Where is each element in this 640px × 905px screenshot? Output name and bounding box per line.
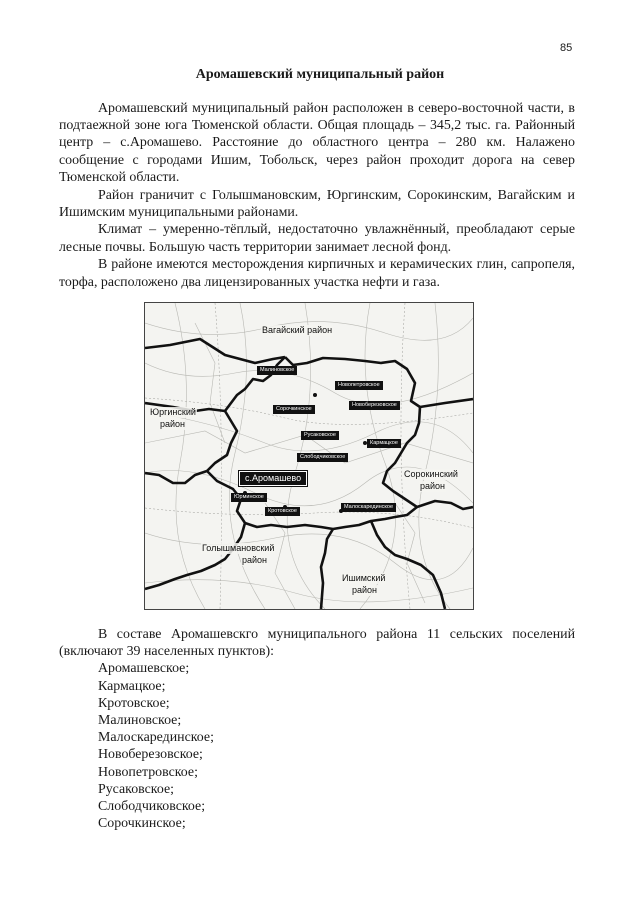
region-label-yurginsky-1: Юргинский — [150, 407, 196, 417]
region-label-sorokinsky-2: район — [420, 481, 446, 491]
settlements-intro: В составе Аромашевскго муниципального района 11 сельских поселений (включают 39 населенных пунктов): — [59, 627, 575, 660]
list-item: Кротовское; — [98, 695, 170, 711]
paragraph-location: Аромашевский муниципальный район расположен в северо-восточной части, в подтаежной зоне юга Тюменской области. Общая площадь – 345,2 тыс. га. Районный центр – с.Аромашево. Расстояние до областного центра – 280 км. Налажено сообщение с городами Ишим, Тобольск, через район проходит дорога на север Тюменской области. — [59, 101, 575, 185]
settlement-label-karmatskoe: Кармацкое — [367, 439, 401, 448]
settlement-label-malinovskoe: Малиновское — [257, 366, 297, 375]
region-label-ishimsky-1: Ишимский — [342, 573, 386, 583]
settlement-label-krotovskoe: Кротовское — [265, 507, 300, 516]
district-map — [144, 302, 474, 610]
page-number: 85 — [560, 42, 573, 54]
paragraph-climate: Климат – умеренно-тёплый, недостаточно увлажнённый, преобладают серые лесные почвы. Большую часть территории занимает лесной фонд. — [59, 222, 575, 255]
region-label-golyshmanovsky-1: Голышмановский — [202, 543, 275, 553]
list-item: Русаковское; — [98, 781, 174, 797]
list-item: Новопетровское; — [98, 764, 198, 780]
settlement-label-sorochkinskoe: Сорочкинское — [273, 405, 315, 414]
settlement-label-rusakovskoe: Русаковское — [301, 431, 339, 440]
paragraph-borders: Район граничит с Голышмановским, Юргинским, Сорокинским, Вагайским и Ишимским муниципальными районами. — [59, 187, 575, 220]
region-label-vagaisky: Вагайский район — [262, 325, 333, 335]
settlement-label-slobodchikovskoe: Слободчиковское — [297, 453, 348, 462]
settlement-label-yurginskoe: Юрминское — [231, 493, 267, 502]
description-body — [59, 100, 575, 291]
district-center-label: с.Аромашево — [239, 471, 307, 486]
region-label-yurginsky-2: район — [160, 419, 186, 429]
region-label-sorokinsky-1: Сорокинский — [404, 469, 458, 479]
list-item: Слободчиковское; — [98, 799, 206, 815]
settlement-label-novoberezovskoe: Новоберезовское — [349, 401, 400, 410]
list-item: Малоскарединское; — [98, 730, 214, 746]
settlements-section — [59, 626, 575, 832]
settlement-label-novopetrovskoe: Новопетровское — [335, 381, 383, 390]
settlements-list — [59, 660, 575, 832]
settlement-label-maloskaredinskoe: Малоскарединское — [341, 503, 396, 512]
paragraph-resources: В районе имеются месторождения кирпичных и керамических глин, сапропеля, торфа, расположено два лицензированных участка нефти и газа. — [59, 257, 575, 290]
list-item: Сорочкинское; — [98, 816, 186, 832]
region-label-ishimsky-2: район — [352, 585, 378, 595]
list-item: Кармацкое; — [98, 678, 166, 694]
list-item: Аромашевское; — [98, 661, 190, 677]
list-item: Малиновское; — [98, 713, 182, 729]
list-item: Новоберезовское; — [98, 747, 203, 763]
document-title: Аромашевский муниципальный район — [195, 67, 445, 82]
region-label-golyshmanovsky-2: район — [242, 555, 268, 565]
